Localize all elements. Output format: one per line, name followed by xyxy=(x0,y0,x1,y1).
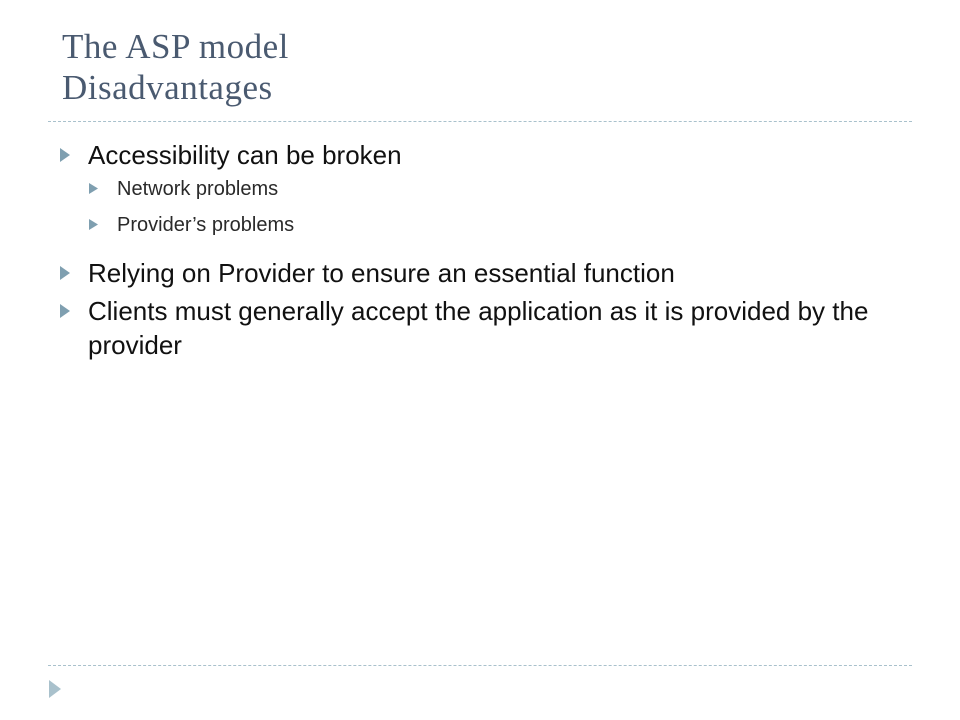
triangle-right-icon xyxy=(88,218,99,231)
title-divider xyxy=(48,121,912,122)
sub-bullet-item xyxy=(58,212,918,238)
footer-divider xyxy=(48,665,912,666)
sub-bullet-text: Network problems xyxy=(117,178,279,200)
title-line-2: Disadvantages xyxy=(62,68,273,107)
triangle-right-icon xyxy=(58,147,72,163)
title-line-1: The ASP model xyxy=(62,27,289,66)
triangle-right-icon xyxy=(58,303,72,319)
triangle-right-icon xyxy=(88,182,99,195)
triangle-right-icon xyxy=(58,265,72,281)
slide-title xyxy=(62,26,289,108)
triangle-right-icon xyxy=(47,678,63,700)
bullet-item xyxy=(58,138,918,172)
bullet-text: Clients must generally accept the application as it is provided by the provider xyxy=(88,296,869,360)
sub-bullet-text: Provider’s problems xyxy=(117,214,295,236)
bullet-item xyxy=(58,256,918,290)
bullet-text: Relying on Provider to ensure an essential function xyxy=(88,258,675,288)
bullet-list xyxy=(58,138,918,366)
bullet-item xyxy=(58,294,918,362)
sub-bullet-item xyxy=(58,176,918,202)
bullet-text: Accessibility can be broken xyxy=(88,140,402,170)
